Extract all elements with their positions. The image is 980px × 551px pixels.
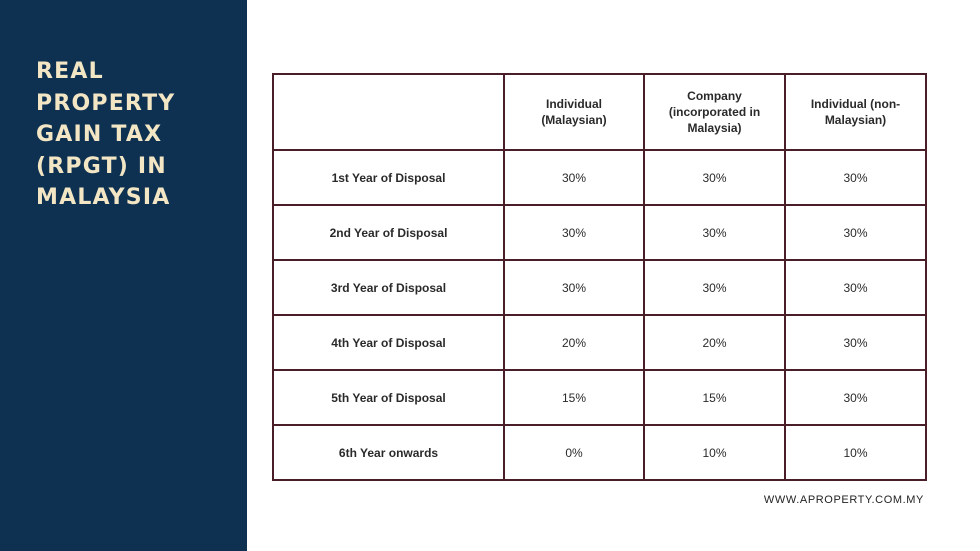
title-line: PROPERTY xyxy=(36,90,176,116)
rate-cell: 20% xyxy=(644,315,785,370)
table-row xyxy=(273,150,926,205)
table-row xyxy=(273,205,926,260)
rate-cell: 30% xyxy=(644,260,785,315)
rpgt-rates-table xyxy=(272,73,927,481)
row-label: 4th Year of Disposal xyxy=(273,315,504,370)
title-line: REAL xyxy=(36,59,104,84)
row-label: 6th Year onwards xyxy=(273,425,504,480)
rate-cell: 30% xyxy=(504,150,644,205)
rate-cell: 20% xyxy=(504,315,644,370)
title-line: MALAYSIA xyxy=(36,185,171,210)
rate-cell: 30% xyxy=(504,260,644,315)
header-individual-malaysian: Individual (Malaysian) xyxy=(504,74,644,150)
header-cell-empty xyxy=(273,74,504,150)
rate-cell: 30% xyxy=(785,315,926,370)
rate-cell: 10% xyxy=(785,425,926,480)
sidebar-panel xyxy=(0,0,247,551)
row-label: 5th Year of Disposal xyxy=(273,370,504,425)
title-line: GAIN TAX xyxy=(36,122,163,147)
table-row xyxy=(273,370,926,425)
rate-cell: 30% xyxy=(785,205,926,260)
rate-cell: 30% xyxy=(785,370,926,425)
rate-cell: 30% xyxy=(785,150,926,205)
rate-cell: 10% xyxy=(644,425,785,480)
rate-cell: 30% xyxy=(644,205,785,260)
row-label: 3rd Year of Disposal xyxy=(273,260,504,315)
title-line: (RPGT) IN xyxy=(36,153,167,179)
rate-cell: 30% xyxy=(785,260,926,315)
rate-cell: 0% xyxy=(504,425,644,480)
row-label: 1st Year of Disposal xyxy=(273,150,504,205)
table-row xyxy=(273,260,926,315)
rate-cell: 15% xyxy=(504,370,644,425)
table-row xyxy=(273,315,926,370)
table-row xyxy=(273,425,926,480)
header-individual-non-malaysian: Individual (non-Malaysian) xyxy=(785,74,926,150)
website-url: WWW.APROPERTY.COM.MY xyxy=(763,494,924,506)
rate-cell: 15% xyxy=(644,370,785,425)
header-company: Company (incorporated in Malaysia) xyxy=(644,74,785,150)
rate-cell: 30% xyxy=(644,150,785,205)
page-title xyxy=(36,56,175,214)
rate-cell: 30% xyxy=(504,205,644,260)
table-header-row xyxy=(273,74,926,150)
row-label: 2nd Year of Disposal xyxy=(273,205,504,260)
